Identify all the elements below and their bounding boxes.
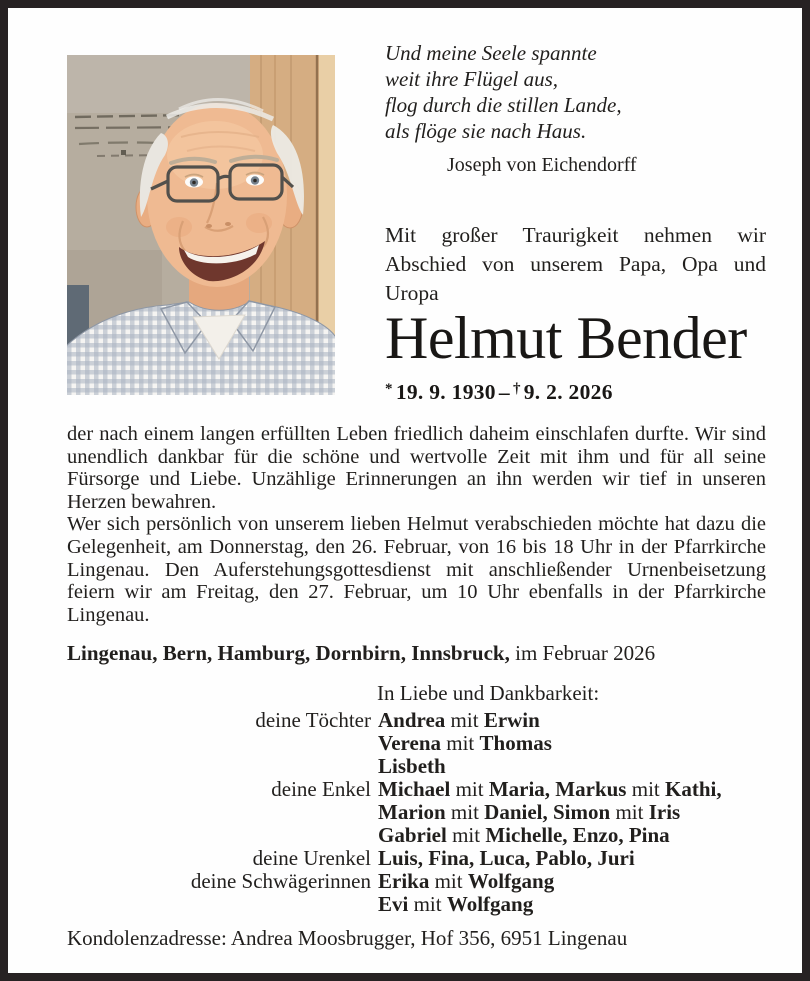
family-role-label bbox=[8, 732, 371, 755]
family-names: Lisbeth bbox=[378, 754, 446, 778]
family-row bbox=[8, 847, 802, 870]
poem-line: flog durch die stillen Lande, bbox=[385, 93, 622, 117]
family-row bbox=[8, 732, 802, 755]
dates-separator: – bbox=[498, 380, 510, 404]
signoff-places: Lingenau, Bern, Hamburg, Dornbirn, Innsbruck, bbox=[67, 641, 510, 665]
family-names: Luis, Fina, Luca, Pablo, Juri bbox=[378, 846, 635, 870]
poem-line: Und meine Seele spannte bbox=[385, 41, 597, 65]
family-names: Gabriel mit Michelle, Enzo, Pina bbox=[378, 823, 670, 847]
poem-attribution: Joseph von Eichendorff bbox=[447, 154, 637, 176]
condolence-address: Kondolenzadresse: Andrea Moosbrugger, Hof 356, 6951 Lingenau bbox=[67, 926, 628, 950]
family-row bbox=[8, 801, 802, 824]
poem-quote bbox=[385, 40, 765, 178]
family-row bbox=[8, 893, 802, 916]
portrait-photo bbox=[67, 55, 335, 395]
family-row bbox=[8, 778, 802, 801]
intro-text: Mit großer Traurigkeit nehmen wir Abschied von unserem Papa, Opa und Uropa bbox=[385, 223, 766, 305]
family-role-label bbox=[8, 893, 371, 916]
family-role-label bbox=[8, 755, 371, 778]
family-role-label: deine Schwägerinnen bbox=[190, 869, 371, 893]
family-role-label: deine Töchter bbox=[255, 708, 371, 732]
family-role-label: deine Enkel bbox=[271, 777, 371, 801]
body-paragraph: der nach einem langen erfüllten Leben friedlich daheim einschlafen durfte. Wir sind unendlich dankbar für die schöne und wertvolle Zeit mit ihm und für all seine Fürsorge und Liebe. Unzählige Erinnerungen an ihn werden wir tief in unseren Herzen bewahren. bbox=[67, 423, 766, 513]
signoff-line bbox=[67, 641, 777, 666]
family-list bbox=[8, 709, 802, 916]
death-date: 9. 2. 2026 bbox=[523, 380, 613, 404]
birth-date: 19. 9. 1930 bbox=[395, 380, 496, 404]
family-names: Erika mit Wolfgang bbox=[378, 869, 555, 893]
body-paragraph: Wer sich persönlich von unserem lieben Helmut verabschieden möchte hat dazu die Gelegenheit, am Donnerstag, den 26. Februar, von 16 bis 18 Uhr in der Pfarrkirche Lingenau. Den Auferstehungsgottesdienst mit anschließender Urnenbeisetzung feiern wir am Freitag, den 27. Februar, um 10 Uhr ebenfalls in der Pfarrkirche Lingenau. bbox=[67, 513, 766, 626]
family-names: Andrea mit Erwin bbox=[378, 708, 540, 732]
obituary-body bbox=[67, 423, 766, 626]
family-role-label: deine Urenkel bbox=[252, 846, 371, 870]
family-names: Verena mit Thomas bbox=[378, 731, 552, 755]
family-role-label bbox=[8, 824, 371, 847]
memorial-card bbox=[8, 8, 802, 973]
signoff-date: im Februar 2026 bbox=[509, 641, 656, 665]
portrait-illustration bbox=[67, 55, 335, 395]
death-symbol: † bbox=[512, 381, 521, 397]
family-row bbox=[8, 755, 802, 778]
family-names: Evi mit Wolfgang bbox=[378, 892, 534, 916]
family-row bbox=[8, 709, 802, 732]
poem-line: als flöge sie nach Haus. bbox=[385, 119, 587, 143]
family-names: Marion mit Daniel, Simon mit Iris bbox=[378, 800, 681, 824]
birth-symbol: * bbox=[385, 381, 393, 397]
family-row bbox=[8, 824, 802, 847]
family-row bbox=[8, 870, 802, 893]
family-names: Michael mit Maria, Markus mit Kathi, bbox=[378, 777, 722, 801]
life-dates bbox=[385, 380, 613, 405]
poem-line: weit ihre Flügel aus, bbox=[385, 67, 559, 91]
deceased-name: Helmut Bender bbox=[385, 305, 747, 371]
dedication-line: In Liebe und Dankbarkeit: bbox=[377, 681, 600, 705]
family-role-label bbox=[8, 801, 371, 824]
